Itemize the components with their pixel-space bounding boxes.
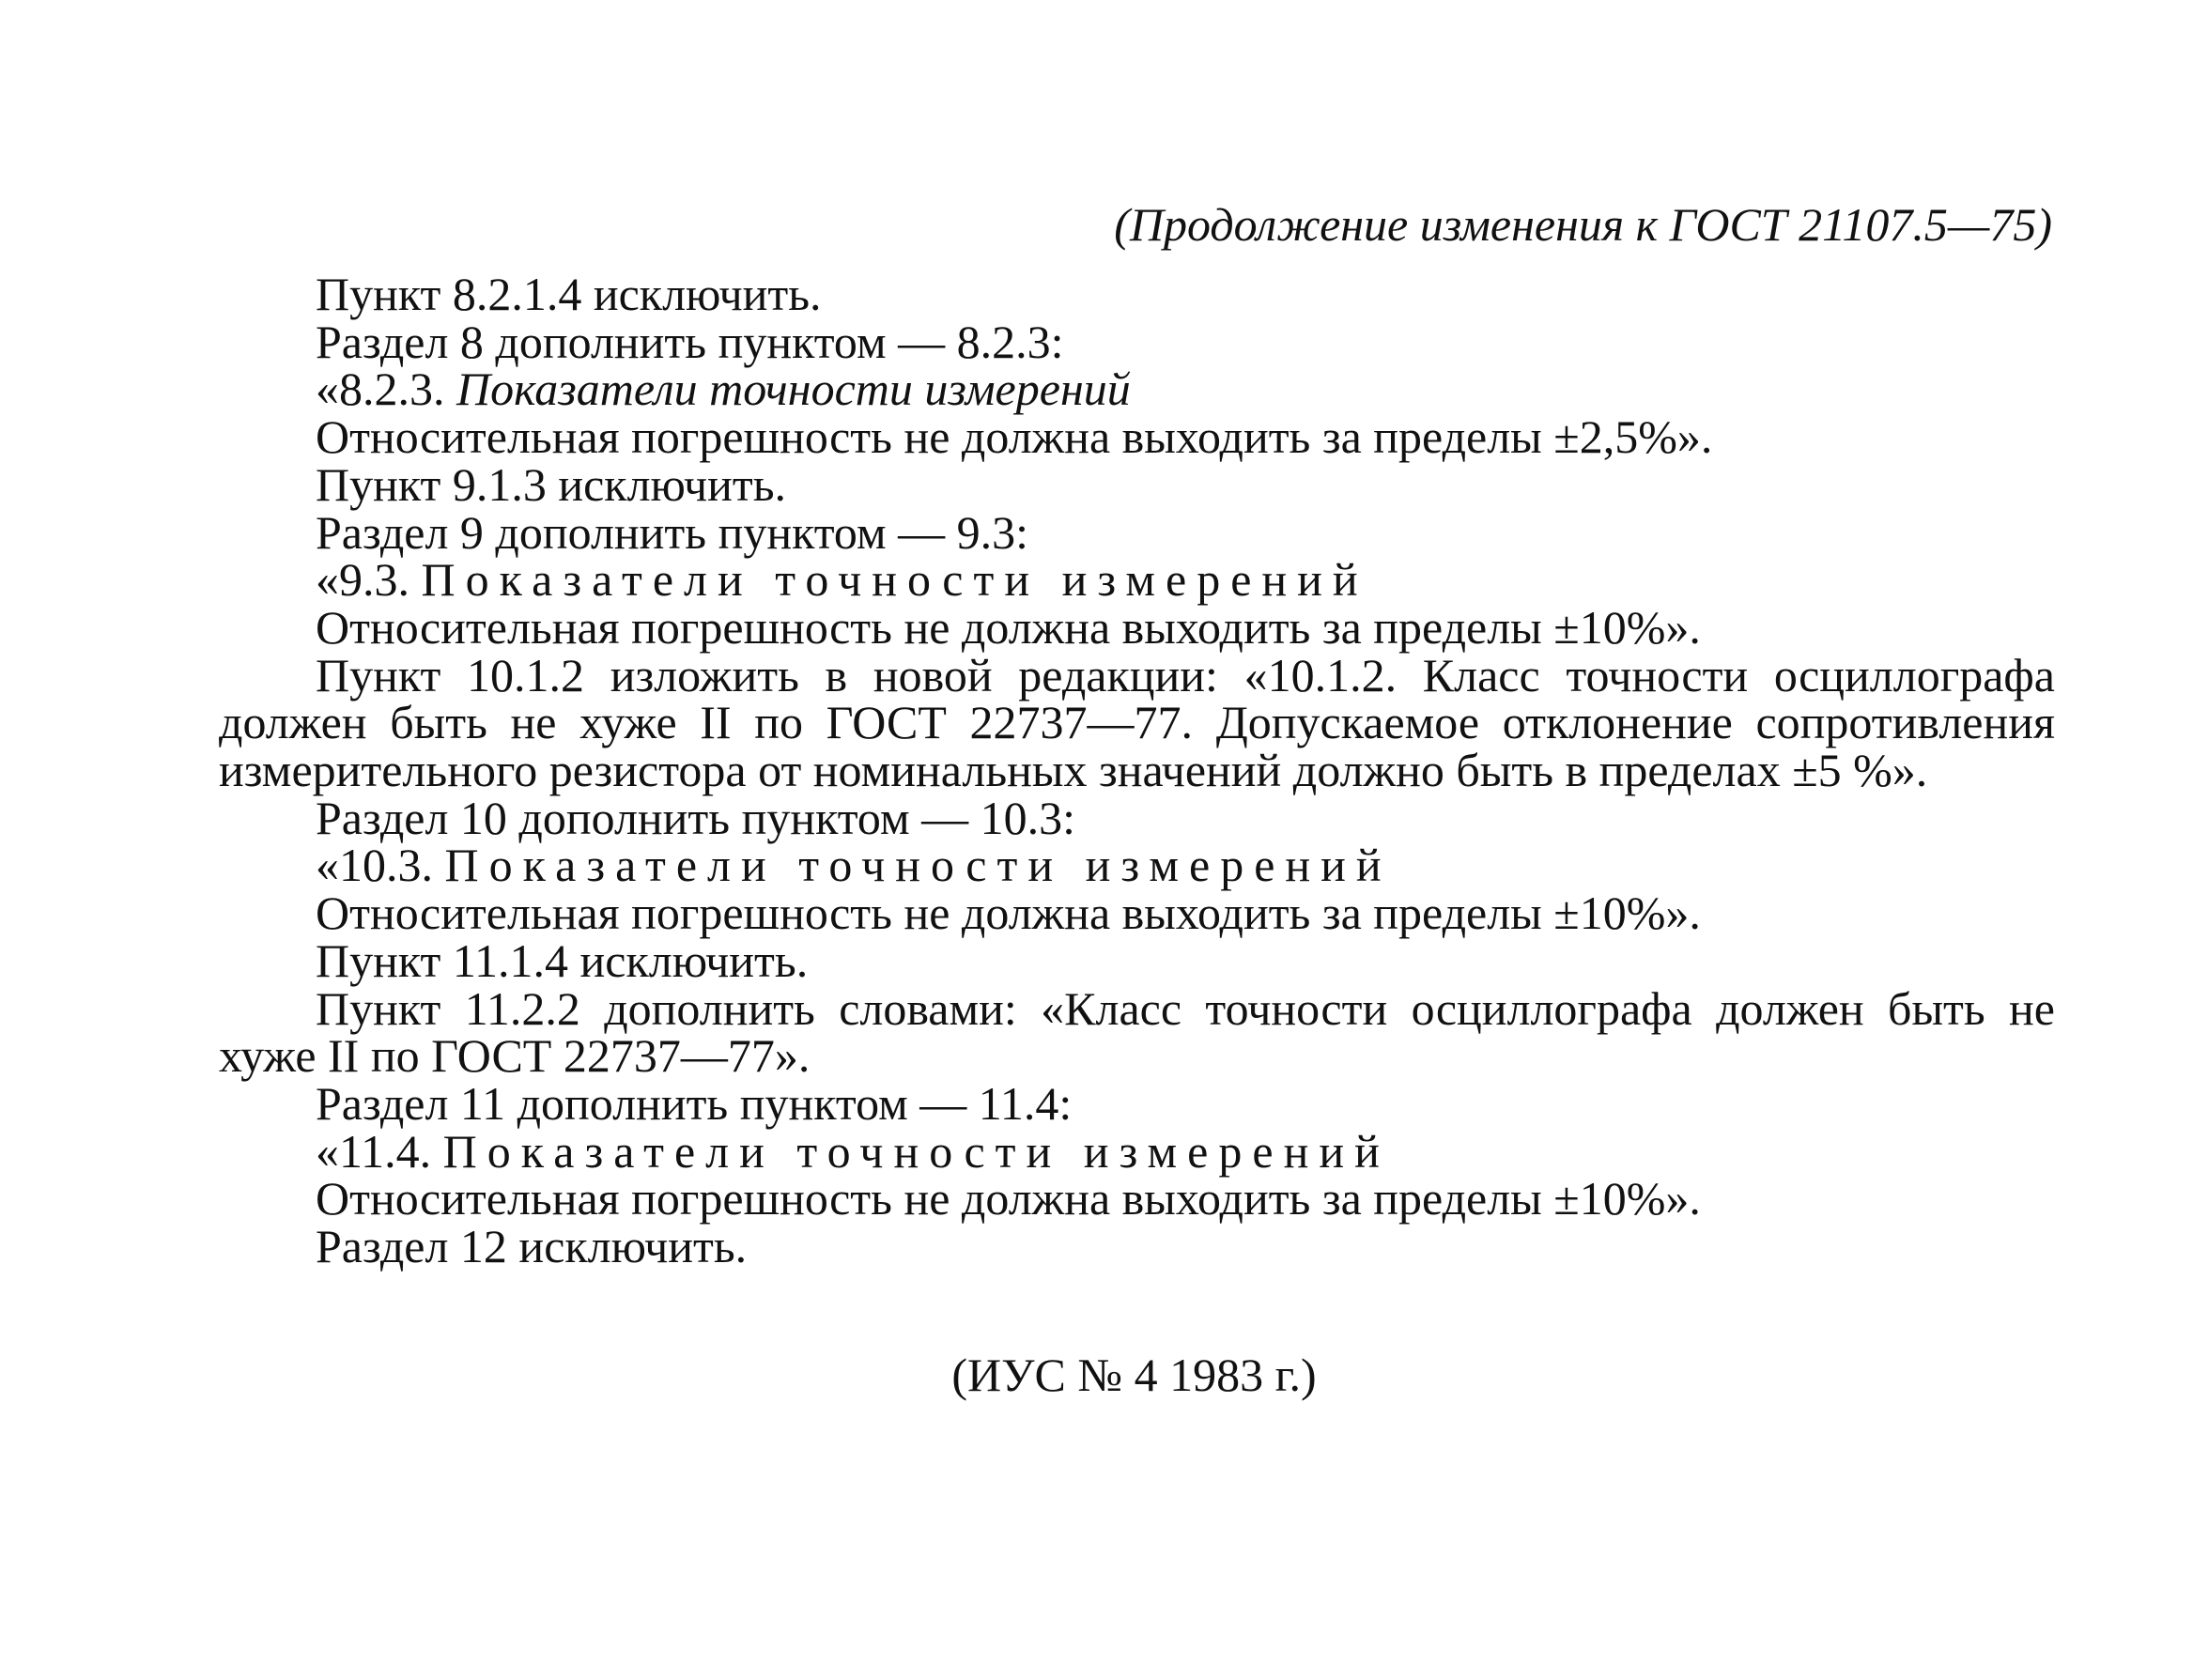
text-line: Относительная погрешность не должна выходить за пределы ±10%». [316,600,1701,654]
text-line: Относительная погрешность не должна выходить за пределы ±10%». [316,1172,1701,1225]
heading-title: Показатели точности измерений [421,553,1368,607]
heading-number: «9.3. [316,553,422,607]
text-line: Пункт 8.2.1.4 исключить. [316,268,822,320]
heading-title: Показатели точности измерений [456,362,1131,416]
text-line: Пункт 9.1.3 исключить. [316,457,787,511]
text-line: Раздел 11 дополнить пунктом — 11.4: [316,1076,1073,1130]
text-line: Относительная погрешность не должна выходить за пределы ±10%». [316,886,1701,940]
section-heading [219,362,2055,416]
section-heading [219,1124,2055,1178]
publication-reference: (ИУС № 4 1983 г.) [951,1349,1317,1401]
text-line: Относительная погрешность не должна выходить за пределы ±2,5%». [316,410,1713,464]
text-line: Пункт 11.1.4 исключить. [316,933,809,987]
heading-number: «10.3. [316,839,445,892]
heading-title: Показатели точности измерений [442,1124,1390,1178]
section-heading [219,839,2055,892]
document-body [219,270,2055,1271]
text-paragraph: Пункт 11.2.2 дополнить словами: «Класс точности осциллографа должен быть не хуже II по ГОСТ 22737—77». [219,981,2055,1083]
text-paragraph: Пункт 10.1.2 изложить в новой редакции: «10.1.2. Класс точности осциллографа должен быть не хуже II по ГОСТ 22737—77. Допускаемое отклонение сопротивления измерительного резистора от номинальных значений должно быть в пределах ±5 %». [219,648,2055,797]
text-line: Раздел 8 дополнить пунктом — 8.2.3: [316,315,1064,368]
heading-number: «8.2.3. [316,362,456,416]
section-heading [219,553,2055,607]
text-line: Раздел 12 исключить. [316,1220,748,1273]
heading-number: «11.4. [316,1124,443,1178]
page-header: (Продолжение изменения к ГОСТ 21107.5—75) [1114,198,2052,251]
text-line: Раздел 9 дополнить пунктом — 9.3: [316,505,1029,559]
heading-title: Показатели точности измерений [444,839,1392,892]
text-line: Раздел 10 дополнить пунктом — 10.3: [316,791,1076,844]
